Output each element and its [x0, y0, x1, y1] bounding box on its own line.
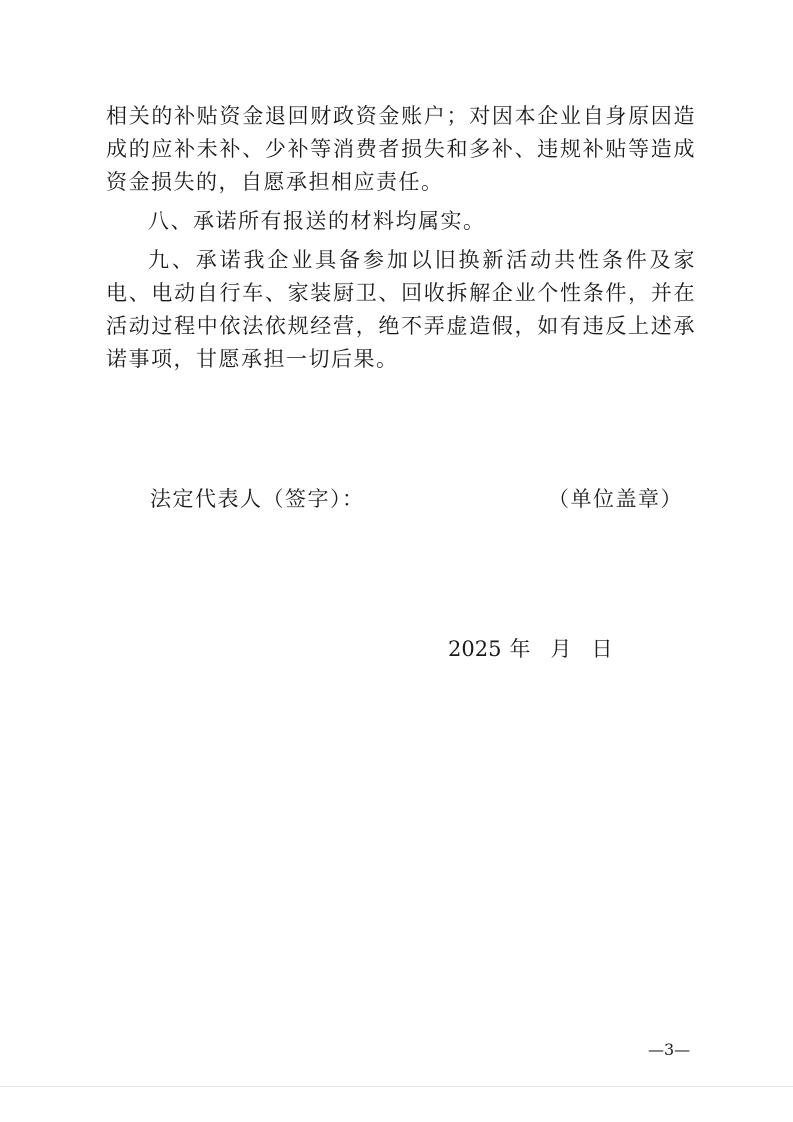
date-year: 2025	[448, 637, 502, 661]
date-year-unit: 年	[509, 637, 531, 661]
date-line	[448, 633, 612, 663]
date-month-unit: 月	[550, 637, 572, 661]
page-bottom-edge	[0, 1086, 793, 1087]
commitment-body	[106, 100, 696, 382]
paragraph-item-9: 九、承诺我企业具备参加以旧换新活动共性条件及家电、电动自行车、家装厨卫、回收拆解企业个性条件，并在活动过程中依法依规经营，绝不弄虚造假，如有违反上述承诺事项，甘愿承担一切后果。	[106, 248, 696, 371]
legal-representative-signature-label: 法定代表人（签字）：	[150, 487, 365, 511]
paragraph-continuation: 相关的补贴资金退回财政资金账户；对因本企业自身原因造成的应补未补、少补等消费者损失和多补、违规补贴等造成资金损失的，自愿承担相应责任。	[106, 104, 696, 194]
page-number: —3—	[648, 1040, 691, 1059]
paragraph-item-8: 八、承诺所有报送的材料均属实。	[148, 209, 486, 233]
date-day-unit: 日	[591, 637, 613, 661]
unit-seal-label: （单位盖章）	[548, 487, 683, 511]
